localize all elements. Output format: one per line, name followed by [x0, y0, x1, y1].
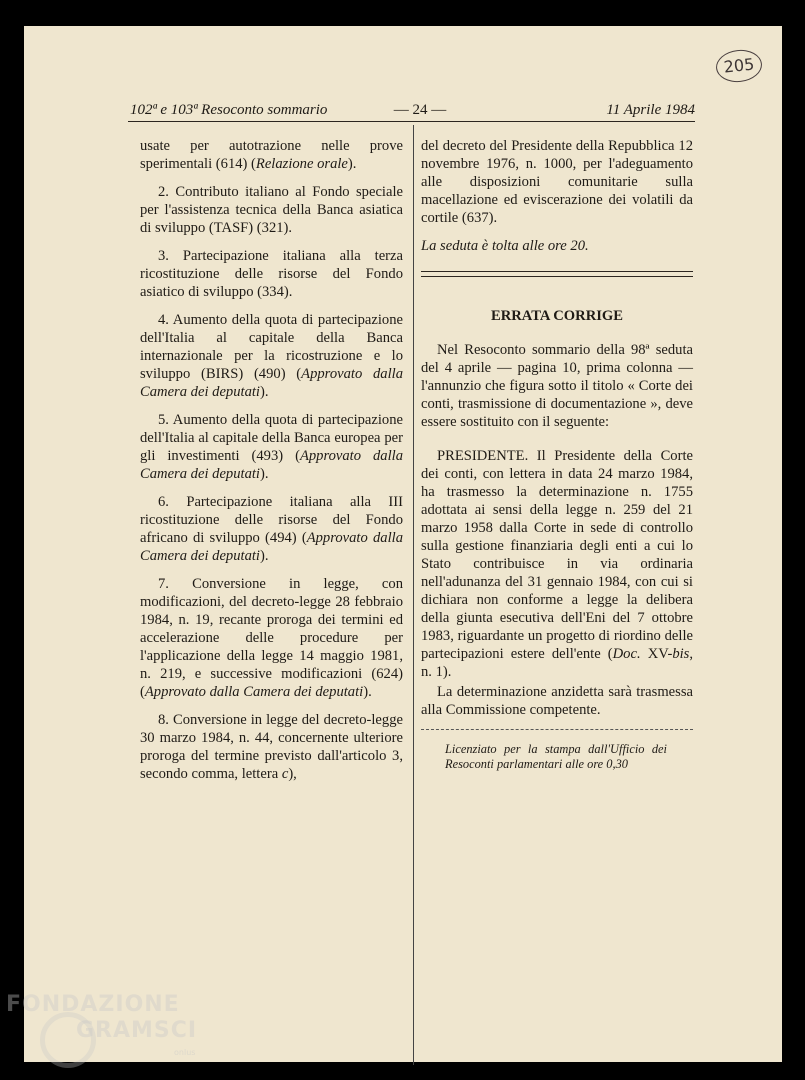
- watermark-line3: onlus: [174, 1048, 196, 1057]
- print-license-note: Licenziato per la stampa dall'Ufficio dei Resoconti parlamentari alle ore 0,30: [445, 742, 667, 771]
- errata-intro: Nel Resoconto sommario della 98ª seduta del 4 aprile — pagina 10, prima colonna — l'annunzio che figura sotto il titolo « Corte dei conti, trasmissione di documentazione », deve essere sostituito con il seguente:: [421, 342, 693, 430]
- agenda-item-3: 3. Partecipazione italiana alla terza ricostituzione delle risorse del Fondo asiatico di sviluppo (334).: [140, 248, 403, 300]
- section-double-rule: [421, 271, 693, 277]
- page-header: [130, 100, 695, 120]
- agenda-item-4: 4. Aumento della quota di partecipazione dell'Italia al capitale della Banca internazionale per la ricostruzione e lo sviluppo (BIRS) (490) (Approvato dalla Camera dei deputati).: [140, 312, 403, 400]
- handwritten-page-number: 205: [714, 48, 763, 85]
- left-column: [140, 137, 403, 793]
- agenda-item-7: 7. Conversione in legge, con modificazioni, del decreto-legge 28 febbraio 1984, n. 19, recante proroga dei termini ed accelerazione delle procedure per l'applicazione della legge 14 maggio 1981, n. 219, e successive modificazioni (624) (Approvato dalla Camera dei deputati).: [140, 576, 403, 700]
- agenda-item-6: 6. Partecipazione italiana alla III ricostituzione delle risorse del Fondo africano di sviluppo (494) (Approvato dalla Camera dei deputati).: [140, 494, 403, 564]
- session-closed-note: La seduta è tolta alle ore 20.: [421, 238, 589, 254]
- agenda-item-8-continuation: del decreto del Presidente della Repubblica 12 novembre 1976, n. 1000, per l'adeguamento alle disposizioni comunitarie sulla macellazione ed eviscerazione dei volatili da cortile (637).: [421, 138, 693, 226]
- dashed-rule: [421, 729, 693, 730]
- fondazione-gramsci-watermark: [6, 990, 236, 1070]
- header-title: 102ª e 103ª Resoconto sommario: [130, 102, 328, 118]
- agenda-item-8: 8. Conversione in legge del decreto-legge 30 marzo 1984, n. 44, concernente ulteriore proroga del termine previsto dall'articolo 3, secondo comma, lettera c),: [140, 712, 403, 782]
- errata-title: ERRATA CORRIGE: [490, 308, 624, 324]
- presidente-paragraph: PRESIDENTE. Il Presidente della Corte dei conti, con lettera in data 24 marzo 1984, ha trasmesso la determinazione n. 1755 adottata ai sensi della legge n. 259 del 21 marzo 1958 dalla Corte in sede di controllo sulla gestione finanziaria degli enti a cui lo Stato contribuisce in via ordinaria nell'adunanza del 31 gennaio 1984, con cui si dichiara non conforme a legge la delibera della giunta esecutiva dell'Eni del 7 ottobre 1983, riguardante un progetto di riordino delle partecipazioni estere dell'ente (Doc. XV-bis, n. 1).: [421, 448, 693, 680]
- header-rule: [128, 121, 695, 122]
- watermark-line2: GRAMSCI: [76, 1018, 198, 1043]
- column-divider: [413, 125, 414, 1065]
- watermark-line1: FONDAZIONE: [6, 992, 180, 1017]
- header-date: 11 Aprile 1984: [606, 102, 695, 118]
- agenda-item-5: 5. Aumento della quota di partecipazione dell'Italia al capitale della Banca europea per gli investimenti (493) (Approvato dalla Camera dei deputati).: [140, 412, 403, 482]
- presidente-closing: La determinazione anzidetta sarà trasmessa alla Commissione competente.: [421, 684, 693, 718]
- header-page-number: — 24 —: [393, 102, 447, 118]
- agenda-item-1-continuation: usate per autotrazione nelle prove sperimentali (614) (Relazione orale).: [140, 138, 403, 172]
- right-column: [421, 137, 693, 772]
- agenda-item-2: 2. Contributo italiano al Fondo speciale per l'assistenza tecnica della Banca asiatica di sviluppo (TASF) (321).: [140, 184, 403, 236]
